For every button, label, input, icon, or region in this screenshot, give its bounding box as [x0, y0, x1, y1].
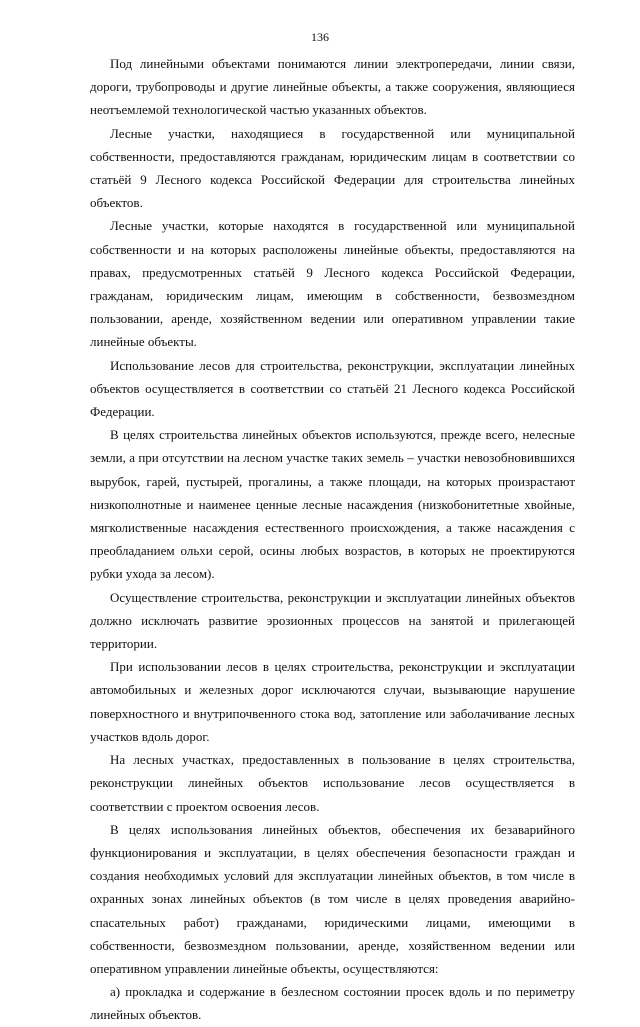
paragraph-roads-drainage: При использовании лесов в целях строительства, реконструкции и эксплуатации автомобильных и железных дорог исключаются случаи, вызывающие нарушение поверхностного и внутрипочвенного стока вод, затопление или заболачивание лесных участков вдоль дорог. [90, 659, 575, 744]
paragraph-erosion-prevention: Осуществление строительства, реконструкции и эксплуатации линейных объектов должно исключать развитие эрозионных процессов на занятой и прилегающей территории. [90, 589, 575, 652]
paragraph-forest-use-article-21: Использование лесов для строительства, реконструкции, эксплуатации линейных объектов осуществляется в соответствии со статьёй 21 Лесного кодекса Российской Федерации. [90, 357, 575, 420]
paragraph-clearing-maintenance: а) прокладка и содержание в безлесном состоянии просек вдоль и по периметру линейных объектов. [90, 984, 575, 1023]
paragraph-development-project: На лесных участках, предоставленных в пользование в целях строительства, реконструкции линейных объектов использование лесов осуществляется в соответствии с проектом освоения лесов. [90, 752, 575, 814]
paragraph-safe-operation: В целях использования линейных объектов, обеспечения их безаварийного функционирования и эксплуатации, в целях обеспечения безопасности граждан и создания необходимых условий для эксплуатации линейных объектов, в том числе в охранных зонах линейных объектов (в том числе в целях проведения аварийно-спасательных работ) гражданами, юридическими лицами, имеющими в собственности, безвозмездном пользовании, аренде, хозяйственном ведении или оперативном управлении линейные объекты, осуществляются: [90, 821, 575, 976]
page-number: 136 [311, 30, 329, 44]
paragraph-forest-plots-rights: Лесные участки, которые находятся в государственной или муниципальной собственности и на которых расположены линейные объекты, предоставляются на правах, предусмотренных статьёй 9 Лесного кодекса Российской Федерации, гражданам, юридическим лицам, имеющим в собственности, безвозмездном пользовании, аренде, хозяйственном ведении или оперативном управлении такие линейные объекты. [90, 218, 575, 350]
paragraph-linear-objects-definition: Под линейными объектами понимаются линии электропередачи, линии связи, дороги, трубопроводы и другие линейные объекты, а также сооружения, являющиеся неотъемлемой технологической частью указанных объектов. [90, 56, 575, 118]
paragraph-forest-plots-provision: Лесные участки, находящиеся в государственной или муниципальной собственности, предоставляются гражданам, юридическим лицам в соответствии со статьёй 9 Лесного кодекса Российской Федерации для строительства линейных объектов. [90, 125, 575, 211]
paragraph-construction-lands: В целях строительства линейных объектов используются, прежде всего, нелесные земли, а при отсутствии на лесном участке таких земель – участки невозобновившихся вырубок, гарей, пустырей, прогалины, а также площади, на которых произрастают низкополнотные и наименее ценные лесные насаждения (низкобонитетные хвойные, мягколиственные насаждения естественного происхождения, а также насаждения с преобладанием ольхи серой, осины любых возрастов, в которых не проектируются рубки ухода за лесом). [90, 427, 575, 582]
document-body [90, 52, 575, 1027]
